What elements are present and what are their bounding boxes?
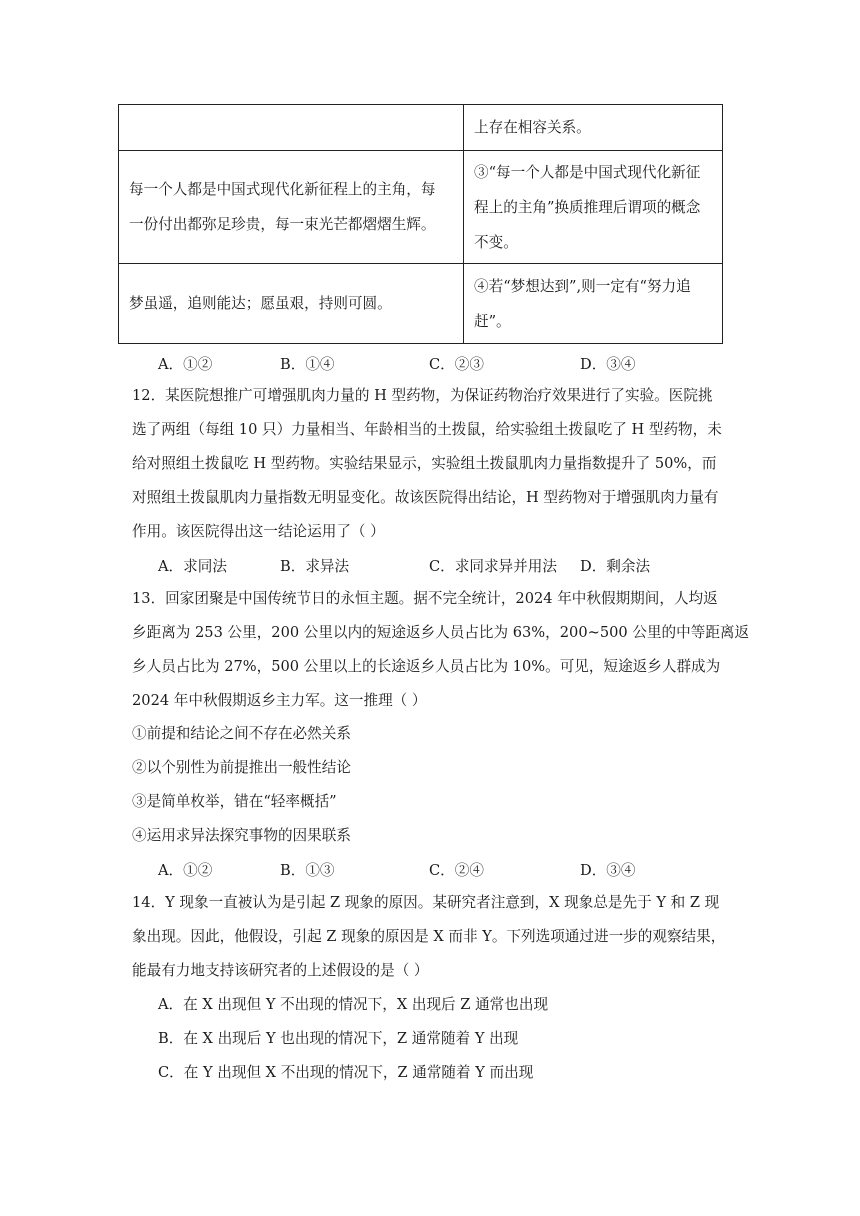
- option-a: A．①②: [158, 356, 213, 373]
- question-line: 14．Y 现象一直被认为是引起 Z 现象的原因。某研究者注意到，X 现象总是先于 Y 和 Z 现: [132, 894, 720, 911]
- table-row: [119, 105, 723, 151]
- statement-item: ①前提和结论之间不存在必然关系: [132, 725, 351, 742]
- cell-line: 每一个人都是中国式现代化新征程上的主角，每: [129, 181, 436, 198]
- option-c: C．②④: [429, 862, 484, 879]
- question-line: 12．某医院想推广可增强肌肉力量的 H 型药物，为保证药物治疗效果进行了实验。医院挑: [132, 387, 713, 404]
- option-c: C．在 Y 出现但 X 不出现的情况下，Z 通常随着 Y 而出现: [158, 1064, 534, 1081]
- statement-item: ②以个别性为前提推出一般性结论: [132, 759, 351, 776]
- option-c: C．求同求异并用法: [429, 558, 557, 575]
- table-cell-right: [464, 151, 723, 264]
- cell-line: 赶”。: [474, 312, 511, 330]
- question-line: 13．回家团聚是中国传统节日的永恒主题。据不完全统计，2024 年中秋假期期间，人均返: [132, 590, 718, 607]
- option-a: A．在 X 出现但 Y 不出现的情况下，X 出现后 Z 通常也出现: [158, 996, 549, 1013]
- question-line: 乡距离为 253 公里，200 公里以内的短途返乡人员占比为 63%，200~500 公里的中等距离返: [132, 624, 750, 641]
- cell-line: 一份付出都弥足珍贵，每一束光芒都熠熠生辉。: [129, 216, 436, 233]
- option-b: B．在 X 出现后 Y 也出现的情况下，Z 通常随着 Y 出现: [158, 1030, 519, 1047]
- question-line: 作用。该医院得出这一结论运用了（ ）: [132, 523, 385, 540]
- premise-table: [118, 104, 723, 344]
- statement-item: ④运用求异法探究事物的因果联系: [132, 827, 351, 844]
- table-cell-right: [464, 264, 723, 344]
- option-b: B．求异法: [280, 558, 350, 575]
- table-cell-left: [119, 151, 464, 264]
- question-line: 给对照组土拨鼠吃 H 型药物。实验结果显示，实验组土拨鼠肌肉力量指数提升了 50%，而: [132, 455, 717, 472]
- question-line: 2024 年中秋假期返乡主力军。这一推理（ ）: [132, 692, 427, 709]
- question-line: 能最有力地支持该研究者的上述假设的是（ ）: [132, 962, 429, 979]
- option-b: B．①④: [280, 356, 335, 373]
- question-line: 乡人员占比为 27%，500 公里以上的长途返乡人员占比为 10%。可见，短途返乡人群成为: [132, 658, 721, 675]
- question-line: 对照组土拨鼠肌肉力量指数无明显变化。故该医院得出结论，H 型药物对于增强肌肉力量有: [132, 489, 719, 506]
- cell-line: 梦虽遥，追则能达；愿虽艰，持则可圆。: [129, 295, 392, 312]
- option-d: D．剩余法: [580, 558, 651, 575]
- cell-line: 不变。: [474, 233, 518, 251]
- question-line: 象出现。因此，他假设，引起 Z 现象的原因是 X 而非 Y。下列选项通过进一步的观察结果，: [132, 928, 726, 945]
- table-cell-left: [119, 264, 464, 344]
- cell-line: 上存在相容关系。: [474, 119, 591, 136]
- table-cell-left: [119, 105, 464, 151]
- option-a: A．求同法: [158, 558, 227, 575]
- option-b: B．①③: [280, 862, 335, 879]
- cell-line: ④若“梦想达到”,则一定有“努力追: [474, 277, 691, 295]
- option-d: D．③④: [580, 862, 636, 879]
- option-d: D．③④: [580, 356, 636, 373]
- table-row: [119, 264, 723, 344]
- table-row: [119, 151, 723, 264]
- cell-line: ③“每一个人都是中国式现代化新征: [474, 163, 701, 181]
- table-cell-right: [464, 105, 723, 151]
- option-c: C．②③: [429, 356, 484, 373]
- cell-line: 程上的主角”换质推理后谓项的概念: [474, 198, 701, 216]
- option-a: A．①②: [158, 862, 213, 879]
- statement-item: ③是简单枚举，错在“轻率概括”: [132, 793, 337, 810]
- question-line: 选了两组（每组 10 只）力量相当、年龄相当的土拨鼠，给实验组土拨鼠吃了 H 型药物，未: [132, 421, 722, 438]
